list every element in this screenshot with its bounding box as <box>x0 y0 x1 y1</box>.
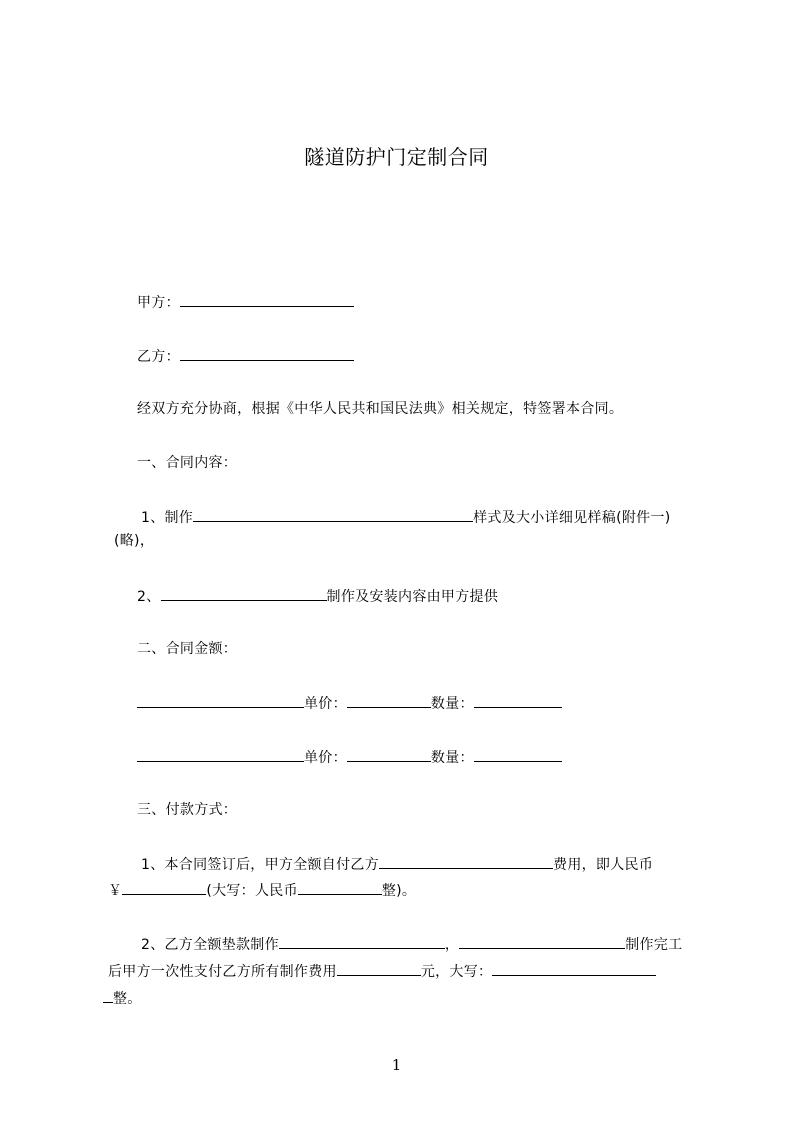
quantity-label: 数量： <box>430 696 474 712</box>
section-1-item-1 <box>141 506 671 528</box>
item-1-prefix: 1、制作 <box>141 510 194 526</box>
page-number: 1 <box>391 1056 402 1074</box>
payment-1-part4: 整)。 <box>381 883 417 899</box>
item-1-blank[interactable] <box>193 506 473 522</box>
unit-price-blank[interactable] <box>347 746 431 762</box>
document-title: 隧道防护门定制合同 <box>304 145 489 169</box>
party-b-blank[interactable] <box>180 345 354 361</box>
party-b-line <box>137 345 354 367</box>
quantity-blank[interactable] <box>474 692 562 708</box>
unit-price-label: 单价： <box>304 696 347 712</box>
payment-1-blank[interactable] <box>379 853 553 869</box>
payment-2-line3-end: 整。 <box>113 991 142 1007</box>
unit-price-label: 单价： <box>304 750 347 766</box>
party-b-label: 乙方： <box>137 349 180 365</box>
quantity-blank[interactable] <box>474 746 562 762</box>
payment-item-1-cont <box>108 879 416 901</box>
item-1-suffix: 样式及大小详细见样稿(附件一) <box>473 510 671 526</box>
item-2-prefix: 2、 <box>137 589 161 605</box>
item-2-blank[interactable] <box>161 585 327 601</box>
payment-2-line2-part2: 元，大写： <box>420 964 493 980</box>
section-1-heading: 一、合同内容： <box>137 455 238 471</box>
payment-1-part3: (大写：人民币 <box>206 883 298 899</box>
amount-row <box>137 692 562 714</box>
section-2-heading: 二、合同金额： <box>137 641 238 657</box>
total-fee-blank[interactable] <box>337 960 421 976</box>
payment-2-part2: 制作完工 <box>625 937 683 953</box>
section-1-item-1-cont: (略)， <box>114 533 155 549</box>
section-1-item-2 <box>137 585 498 607</box>
section-3-heading: 三、付款方式： <box>137 802 238 818</box>
payment-2-blank-b[interactable] <box>459 933 625 949</box>
amount-item-blank[interactable] <box>137 692 304 708</box>
payment-item-2 <box>141 933 682 955</box>
unit-price-blank[interactable] <box>347 692 431 708</box>
rmb-words-blank[interactable] <box>298 879 382 895</box>
payment-2-blank-a[interactable] <box>279 933 445 949</box>
quantity-label: 数量： <box>430 750 474 766</box>
party-a-line <box>137 291 354 313</box>
yen-sign: ￥ <box>108 883 123 899</box>
payment-2-part1: 2、乙方全额垫款制作 <box>141 937 279 953</box>
item-2-suffix: 制作及安装内容由甲方提供 <box>326 589 499 605</box>
party-a-label: 甲方： <box>137 295 180 311</box>
preamble-text: 经双方充分协商，根据《中华人民共和国民法典》相关规定，特签署本合同。 <box>137 401 624 417</box>
amount-row <box>137 746 562 768</box>
payment-2-line2-part1: 后甲方一次性支付乙方所有制作费用 <box>108 964 337 980</box>
payment-2-comma: ， <box>444 937 460 953</box>
total-words-blank[interactable] <box>492 960 656 976</box>
amount-item-blank[interactable] <box>137 746 304 762</box>
rmb-amount-blank[interactable] <box>122 879 206 895</box>
party-a-blank[interactable] <box>180 291 354 307</box>
payment-item-2-cont <box>108 960 656 982</box>
payment-1-part2: 费用，即人民币 <box>553 857 654 873</box>
total-words-blank-cont[interactable] <box>103 987 113 1003</box>
payment-item-2-end <box>103 987 142 1009</box>
payment-item-1 <box>141 853 653 875</box>
payment-1-part1: 1、本合同签订后，甲方全额自付乙方 <box>141 857 380 873</box>
